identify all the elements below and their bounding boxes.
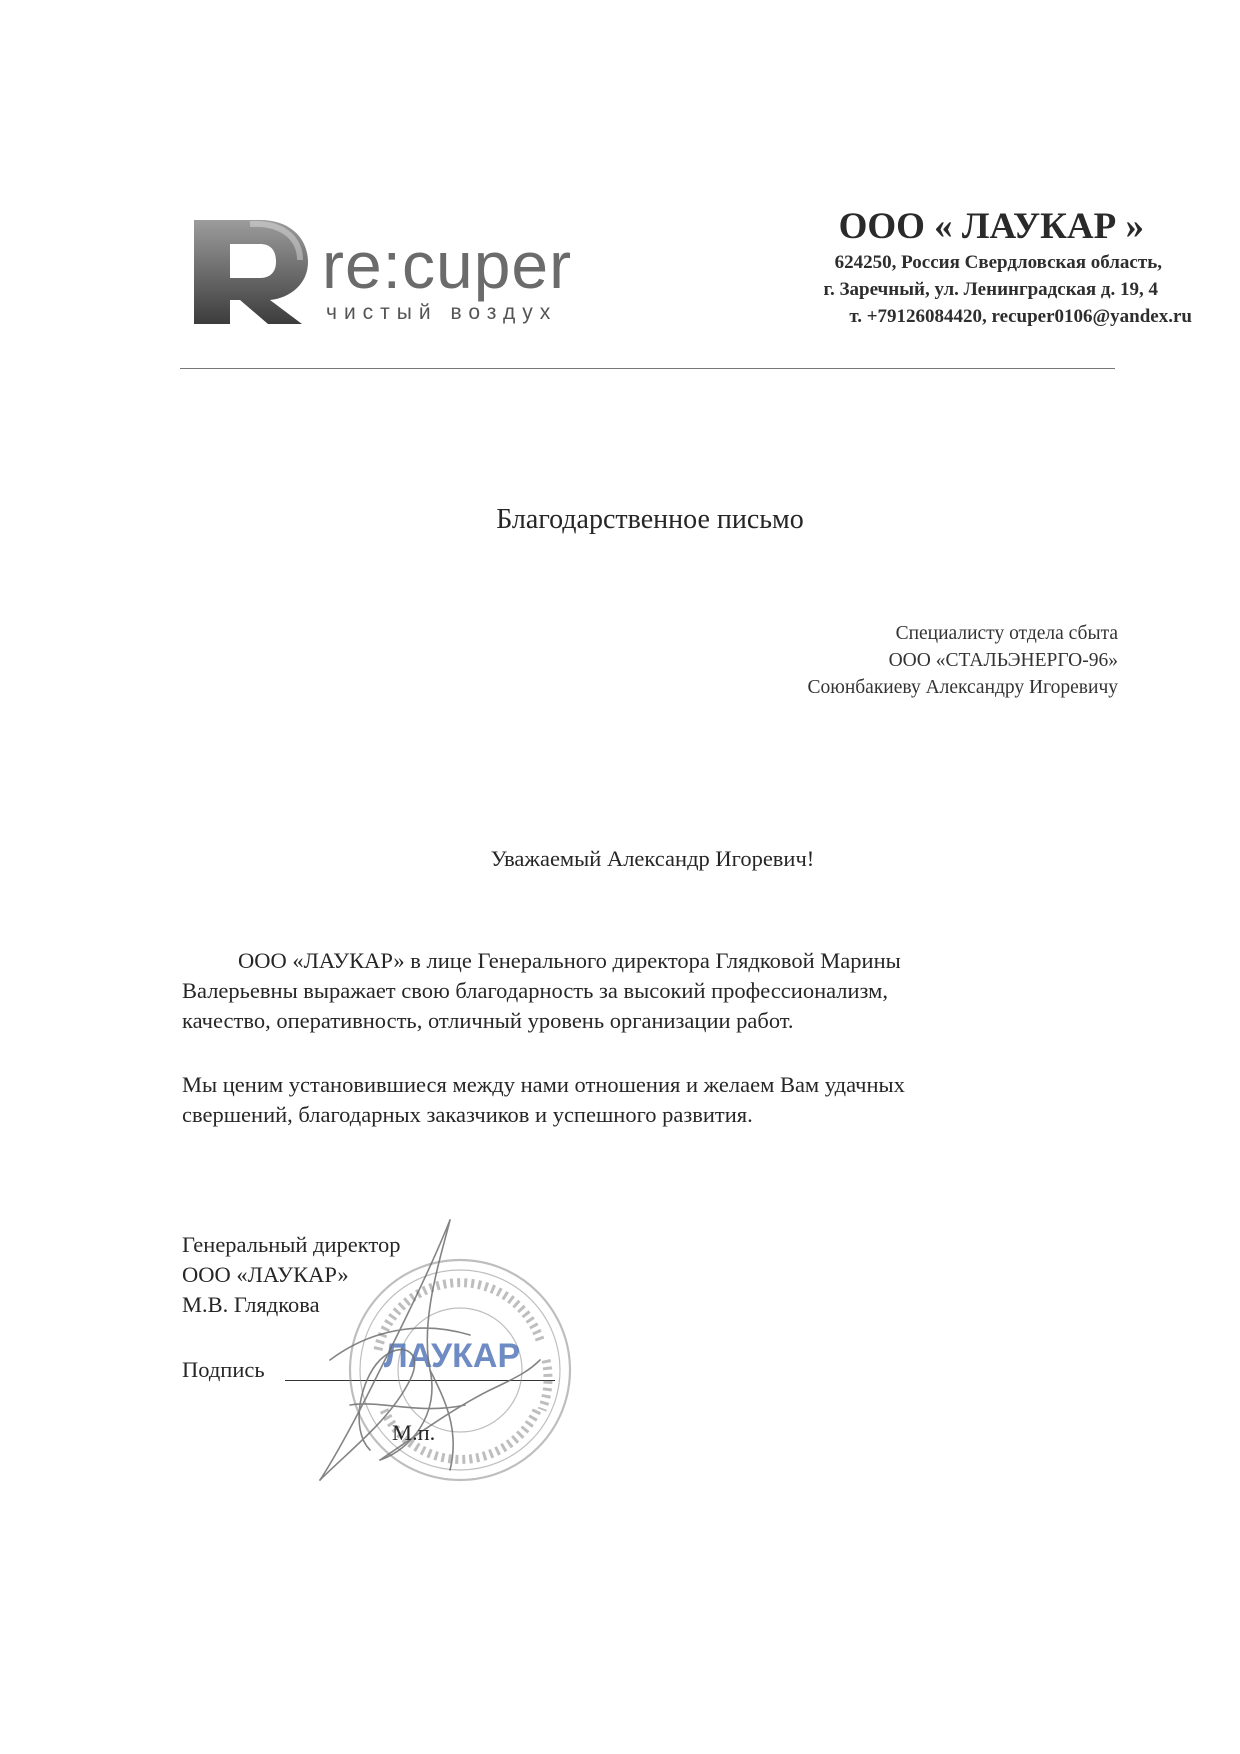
logo-r-mark (190, 214, 318, 326)
recipient-block (618, 620, 1118, 701)
body-paragraph-1 (182, 946, 1102, 1036)
company-logo (190, 210, 610, 330)
paragraph2-line1: Мы ценим установившиеся между нами отношения и желаем Вам удачных (182, 1072, 905, 1097)
paragraph1-line2: Валерьевны выражает свою благодарность за высокий профессионализм, (182, 978, 888, 1003)
stamp-center-text: ЛАУКАР (383, 1337, 521, 1375)
company-address-line2: г. Заречный, ул. Ленинградская д. 19, 4 (823, 279, 1158, 301)
handwritten-signature (290, 1200, 550, 1500)
document-title: Благодарственное письмо (496, 504, 804, 535)
recipient-name: Союнбакиеву Александру Игоревичу (807, 677, 1118, 698)
salutation: Уважаемый Александр Игоревич! (490, 846, 815, 871)
paragraph2-line2: свершений, благодарных заказчиков и успешного развития. (182, 1102, 753, 1127)
recipient-organization: ООО «СТАЛЬЭНЕРГО-96» (888, 650, 1118, 671)
header-divider (180, 368, 1115, 369)
company-header (632, 205, 1192, 330)
company-contacts: т. +79126084420, recuper0106@yandex.ru (849, 306, 1192, 328)
signature-label: Подпись (182, 1357, 265, 1382)
company-name: ООО « ЛАУКАР » (838, 206, 1144, 247)
paragraph1-line3: качество, оперативность, отличный уровень организации работ. (182, 1008, 794, 1033)
body-paragraph-2 (182, 1070, 1102, 1130)
signer-title: Генеральный директор (182, 1232, 401, 1257)
logo-tagline: чистый воздух (326, 301, 558, 324)
signer-organization: ООО «ЛАУКАР» (182, 1262, 349, 1287)
company-address-line1: 624250, Россия Свердловская область, (834, 252, 1162, 274)
paragraph1-line1: ООО «ЛАУКАР» в лице Генерального директора Глядковой Марины (238, 948, 901, 973)
signer-name: М.В. Глядкова (182, 1292, 320, 1317)
seal-placeholder-label: М.п. (392, 1420, 436, 1445)
recipient-position: Специалисту отдела сбыта (895, 623, 1118, 644)
logo-wordmark: re:cuper (322, 228, 573, 302)
